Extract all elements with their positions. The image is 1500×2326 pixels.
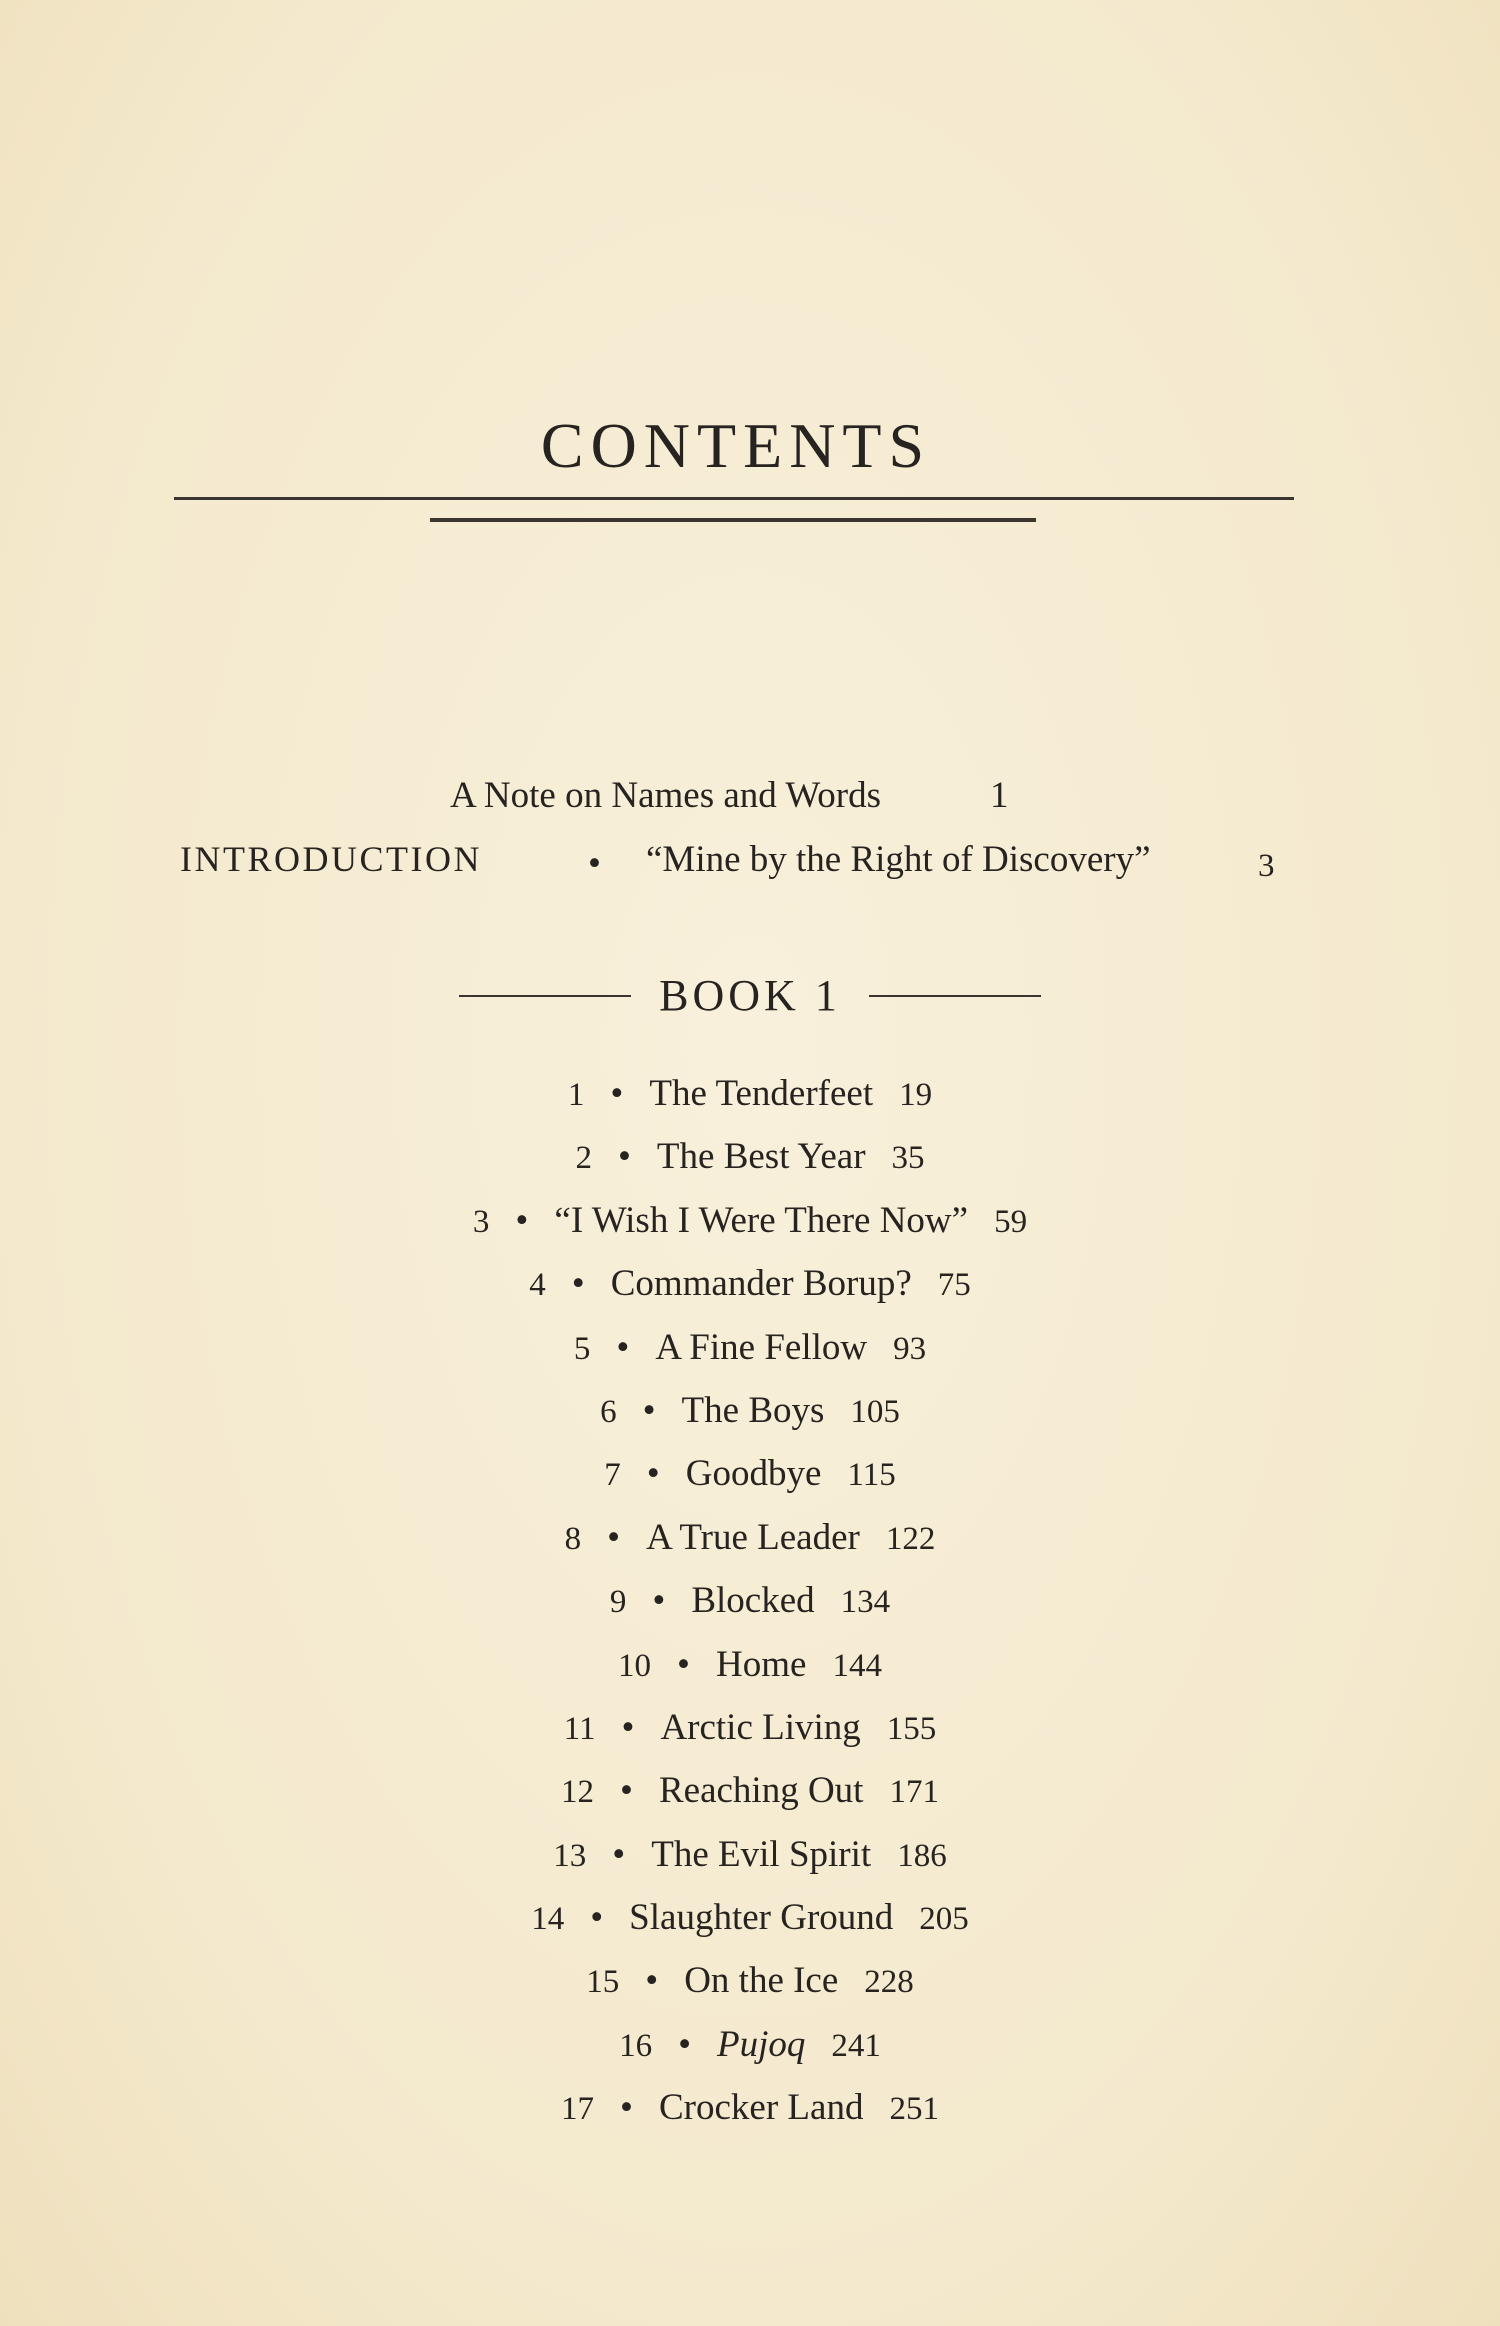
chapter-entry: [0, 1262, 1500, 1325]
chapter-title: Arctic Living: [660, 1706, 861, 1748]
chapter-number: 9: [609, 1584, 627, 1621]
book-heading: [0, 970, 1500, 1021]
introduction-separator: •: [588, 843, 601, 884]
chapter-entry: [0, 1579, 1500, 1642]
introduction-page: 3: [1258, 848, 1275, 884]
chapter-title: Blocked: [691, 1580, 815, 1622]
chapter-entry: [0, 1959, 1500, 2022]
chapter-entry: [0, 1706, 1500, 1769]
chapter-entry: [0, 1389, 1500, 1452]
chapter-separator: •: [617, 1136, 631, 1178]
book-rule-left: [459, 995, 631, 997]
chapter-page: 186: [897, 1837, 947, 1874]
chapter-entry: [0, 1643, 1500, 1706]
chapter-title: Crocker Land: [659, 2087, 864, 2129]
chapter-separator: •: [620, 1770, 633, 1812]
chapter-number: 13: [553, 1837, 587, 1874]
introduction-heading: INTRODUCTION: [180, 839, 482, 879]
chapter-number: 11: [563, 1710, 596, 1747]
chapter-number: 16: [619, 2027, 653, 2064]
book-label: BOOK 1: [659, 971, 841, 1020]
chapter-page: 19: [899, 1077, 933, 1113]
chapter-entry: [0, 1135, 1500, 1198]
chapter-number: 14: [531, 1901, 565, 1938]
chapter-separator: •: [590, 1897, 604, 1939]
chapter-separator: •: [620, 2087, 633, 2129]
title-rule-long: [174, 497, 1294, 500]
chapter-entry: [0, 1769, 1500, 1832]
chapter-number: 12: [561, 1774, 595, 1811]
chapter-number: 17: [561, 2091, 595, 2128]
chapter-title: Pujoq: [717, 2023, 806, 2065]
chapter-number: 8: [564, 1520, 582, 1557]
chapter-page: 251: [889, 2091, 939, 2128]
chapter-page: 228: [864, 1964, 914, 2001]
chapter-separator: •: [677, 1643, 691, 1685]
chapter-entry: [0, 2023, 1500, 2086]
chapter-separator: •: [646, 1453, 660, 1495]
chapter-entry: [0, 1896, 1500, 1959]
chapter-number: 3: [472, 1203, 490, 1240]
chapter-entry: [0, 2086, 1500, 2149]
chapter-title: Commander Borup?: [610, 1263, 912, 1305]
chapter-title: Slaughter Ground: [629, 1897, 894, 1939]
note-page: 1: [990, 775, 1009, 816]
chapter-entry: [0, 1452, 1500, 1515]
chapter-separator: •: [616, 1326, 630, 1368]
chapter-separator: •: [652, 1580, 666, 1622]
chapter-title: The Boys: [681, 1389, 825, 1431]
book-rule-right: [869, 995, 1041, 997]
chapter-entry: [0, 1516, 1500, 1579]
chapter-title: Home: [716, 1643, 807, 1685]
chapter-page: 134: [840, 1584, 891, 1621]
chapter-page: 155: [886, 1710, 937, 1747]
chapter-number: 7: [604, 1457, 621, 1494]
chapter-title: A Fine Fellow: [655, 1326, 868, 1368]
chapter-title: The Best Year: [656, 1136, 866, 1178]
chapter-title: Reaching Out: [658, 1770, 864, 1812]
chapter-page: 75: [937, 1267, 971, 1304]
chapter-separator: •: [642, 1389, 656, 1431]
chapter-page: 35: [891, 1140, 925, 1177]
chapter-separator: •: [515, 1199, 529, 1241]
chapter-separator: •: [610, 1073, 624, 1114]
chapter-separator: •: [607, 1516, 621, 1558]
chapter-title: “I Wish I Were There Now”: [554, 1199, 969, 1241]
chapter-separator: •: [621, 1706, 635, 1748]
chapter-title: Goodbye: [685, 1453, 822, 1495]
chapter-page: 122: [885, 1520, 936, 1557]
chapter-title: The Tenderfeet: [649, 1073, 874, 1114]
chapter-page: 105: [850, 1393, 900, 1430]
chapter-number: 1: [567, 1077, 585, 1113]
chapter-page: 59: [994, 1203, 1028, 1240]
note-title: A Note on Names and Words: [450, 775, 882, 816]
chapter-title: The Evil Spirit: [651, 1833, 872, 1875]
chapter-entry: [0, 1072, 1500, 1135]
chapter-number: 5: [573, 1330, 591, 1367]
chapter-page: 93: [893, 1330, 927, 1367]
chapter-page: 241: [831, 2027, 881, 2064]
chapter-separator: •: [612, 1833, 626, 1875]
chapter-title: A True Leader: [646, 1516, 860, 1558]
chapter-page: 171: [889, 1774, 939, 1811]
chapter-separator: •: [645, 1960, 659, 2002]
chapter-number: 2: [575, 1140, 592, 1177]
chapter-number: 15: [586, 1964, 620, 2001]
chapter-number: 4: [529, 1267, 546, 1304]
chapter-list: [0, 1072, 1500, 2150]
chapter-page: 115: [847, 1457, 896, 1494]
chapter-page: 205: [919, 1901, 969, 1938]
chapter-entry: [0, 1199, 1500, 1262]
chapter-entry: [0, 1833, 1500, 1896]
introduction-title: “Mine by the Right of Discovery”: [646, 839, 1151, 880]
chapter-title: On the Ice: [684, 1960, 839, 2002]
chapter-separator: •: [571, 1263, 585, 1305]
chapter-entry: [0, 1326, 1500, 1389]
chapter-separator: •: [678, 2023, 692, 2065]
page-title: CONTENTS: [540, 409, 932, 481]
title-rule-short: [430, 518, 1036, 522]
chapter-page: 144: [832, 1647, 882, 1684]
chapter-number: 10: [618, 1647, 652, 1684]
chapter-number: 6: [600, 1393, 617, 1430]
